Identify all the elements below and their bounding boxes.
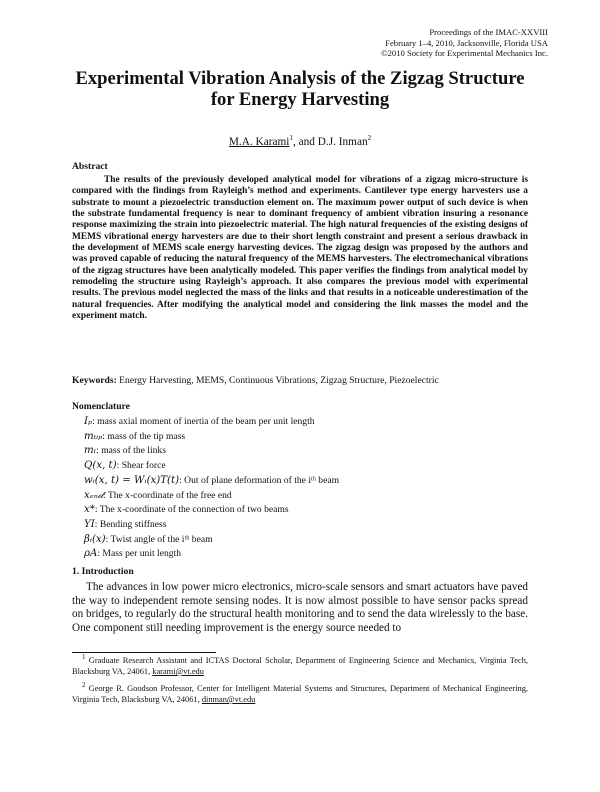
proceedings-header — [381, 27, 548, 59]
title-line-2: for Energy Harvesting — [210, 88, 390, 110]
nomenclature-item — [84, 415, 339, 430]
author-list — [60, 136, 540, 148]
keywords-line — [72, 375, 528, 386]
nomenclature-definition: : mass of the tip mass — [102, 430, 186, 442]
keywords-label: Keywords: — [72, 375, 117, 386]
author-2-name: D.J. Inman — [317, 136, 368, 148]
author-1-name: M.A. Karami — [228, 136, 290, 148]
paper-title — [60, 69, 540, 110]
footnote-1-text: Graduate Research Assistant and ICTAS Doctoral Scholar, Department of Engineering Science and Mechanics, Virginia Tech, Blacksburg VA, 24061, — [72, 656, 528, 676]
nomenclature-symbol: x* — [84, 504, 95, 516]
author-1-affiliation-marker: 1 — [289, 134, 293, 143]
footnote-2-marker: 2 — [82, 681, 86, 690]
nomenclature-item — [84, 533, 339, 548]
nomenclature-symbol: xₑₙ𝒹 — [84, 489, 103, 501]
abstract-heading: Abstract — [72, 161, 108, 172]
footnote-1-email-link[interactable]: karami@vt.edu — [152, 666, 204, 676]
nomenclature-definition: : The x-coordinate of the free end — [102, 489, 232, 501]
nomenclature-symbol: YI — [84, 518, 95, 530]
footnote-divider — [72, 652, 216, 653]
nomenclature-symbol: βᵢ(x) — [84, 533, 106, 545]
introduction-text: The advances in low power micro electronics, micro-scale sensors and smart actuators have paved the way to independent remote sensing nodes. It is now almost possible to have sensor packs spread on bridges, to regularly do the structural health monitoring and to send the data wirelessly to the base. One component still needing improvement is the energy source needed to — [72, 581, 528, 634]
nomenclature-definition: : Mass per unit length — [97, 548, 182, 560]
keywords-text: Energy Harvesting, MEMS, Continuous Vibrations, Zigzag Structure, Piezoelectric — [116, 375, 439, 386]
header-line-2: February 1–4, 2010, Jacksonville, Florida USA — [385, 37, 548, 48]
nomenclature-item — [84, 518, 339, 533]
nomenclature-symbol: mₗ — [84, 445, 97, 457]
abstract-text: The results of the previously developed analytical model for vibrations of a zigzag micro-structure is compared with the findings from Rayleigh’s method and experiments. Cantilever type energy harvesters use a substrate to mount a piezoelectric transduction element on. The maximum power output of such device is when the substrate fundamental frequency is near to dominant frequency of ambient vibration insuring a resonance response maximizing the strain into piezoelectric material. The high natural frequencies of the existing designs of MEMS vibrational energy harvesters are due to their short length constraint and present a serious drawback in the development of MEMS scale energy harvesting devices. The zigzag design was proposed by the authors and was proved capable of reducing the natural frequency of the MEMS harvesters. The electromechanical vibrations of the zigzag structures have been analytically modeled. This paper verifies the findings from analytical model by remodeling the structure using Rayleigh’s approach. It also compares the previous model with experimental results. The previous model neglected the mass of the links and that results in a noticeable underestimation of the natural frequencies. After modifying the analytical model and considering the link masses the model and the experiment match. — [72, 175, 528, 322]
nomenclature-item — [84, 444, 339, 459]
nomenclature-item — [84, 503, 339, 518]
nomenclature-definition: : Shear force — [116, 460, 166, 472]
nomenclature-symbol: ρA — [84, 548, 98, 560]
nomenclature-heading: Nomenclature — [72, 401, 130, 412]
header-line-1: Proceedings of the IMAC-XXVIII — [429, 27, 548, 37]
footnote-1 — [72, 653, 528, 678]
nomenclature-definition: : Bending stiffness — [94, 518, 167, 530]
nomenclature-item — [84, 547, 339, 562]
nomenclature-list — [84, 415, 339, 562]
nomenclature-item — [84, 474, 339, 489]
author-separator: , and — [292, 136, 318, 148]
nomenclature-item — [84, 489, 339, 504]
nomenclature-symbol: wᵢ(x, t) = Wᵢ(x)T(t) — [84, 474, 180, 486]
nomenclature-definition: : mass axial moment of inertia of the beam per unit length — [92, 416, 315, 427]
nomenclature-symbol: Iₚ — [84, 416, 93, 427]
author-2-affiliation-marker: 2 — [367, 134, 372, 143]
nomenclature-item — [84, 459, 339, 474]
footnote-2-email-link[interactable]: dinman@vt.edu — [201, 694, 256, 704]
nomenclature-definition: : Out of plane deformation of the iᵗʰ beam — [179, 474, 340, 486]
footnote-1-marker: 1 — [82, 653, 86, 662]
footnote-2 — [72, 681, 528, 706]
nomenclature-item — [84, 430, 339, 445]
introduction-heading: 1. Introduction — [72, 566, 134, 577]
nomenclature-definition: : Twist angle of the iᵗʰ beam — [105, 533, 213, 545]
nomenclature-definition: : The x-coordinate of the connection of two beams — [94, 504, 289, 516]
nomenclature-symbol: Q(x, t) — [84, 460, 117, 472]
title-line-1: Experimental Vibration Analysis of the Zigzag Structure — [75, 68, 525, 89]
nomenclature-symbol: mₜᵢₚ — [84, 430, 103, 442]
footnote-2-text: George R. Goodson Professor, Center for Intelligent Material Systems and Structures, Department of Mechanical Engineering, Virginia Tech, Blacksburg VA, 24061, — [72, 684, 528, 704]
nomenclature-definition: : mass of the links — [96, 445, 166, 457]
header-line-3: ©2010 Society for Experimental Mechanics Inc. — [381, 48, 548, 58]
